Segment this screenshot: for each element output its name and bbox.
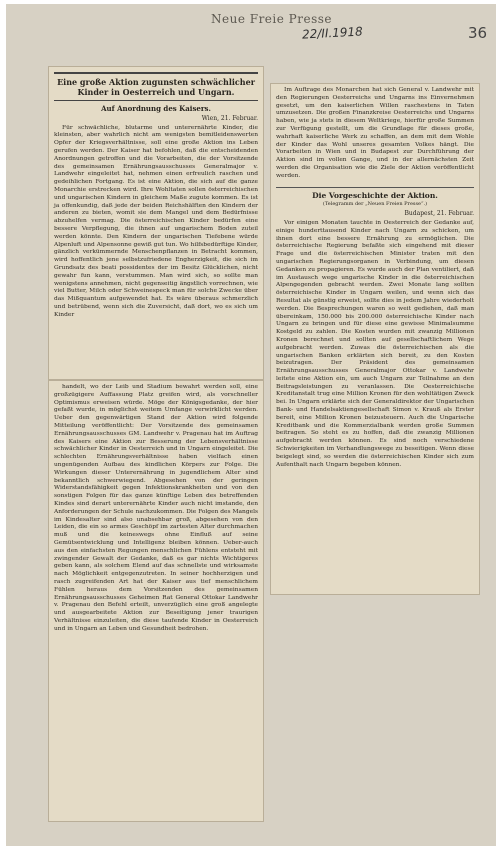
article-dateline: Wien, 21. Februar. [201,114,258,122]
article-title: Eine große Aktion zugunsten schwächlicher Kinder in Oesterreich und Ungarn. [54,72,258,101]
article-column-1: Für schwächliche, blutarme und unterernährte Kinder, die kleinsten, aber wahrlich nicht am wenigsten bemitleidenswerten Opfer der Kriegsverhältnisse, soll eine große Aktion ins Leben gerufen werden. Der Kaiser hat befohlen, daß die entscheidenden Anordnungen getroffen und die Vorarbeiten, die der Vorsitzende des gemeinsamen Ernährungsausschusses Generalmajor v. Landwehr eingeleitet hat, nehmen einen erfreulich raschen und gedeihlichen Fortgang. Es ist eine Aktion, die sich auf die ganze Monarchie erstrecken wird. Ihre Wohltaten sollen österreichischen und ungarischen Kindern in gleichem Maße zugute kommen. Es ist ja offenkundig, daß jede der beiden Reichshälften den Kindern der anderen zu bieten, womit sie dem Mangel und dem Bedürfnisse abzuhelfen vermag. Die österreichischen Kinder bedürfen eine bessere Verpflegung, die ihnen auf ungarischem Boden zuteil werden könnte. Den Kindern der ungarischen Tiefebene würde Alpenluft und Alpensonne gewiß gut tun. Wo hilfsbedürftige Kinder, gänzlich verkümmernde Menschenpflanzen in Betracht kommen, wird hoffentlich jene selbstzufriedene Engherzigkeit, die sich im Grundsatz des beati possidentes der im Besitz Glücklichen, nicht gewahr fun kann, verstummen. Man wird sich, so sollte man wenigstens annehmen, nicht gegenseitig ängstlich vorrechnen, wie viel Butter, Milch oder Schweinespeck man für solche Zwecke über das Mißquantum aufgewendet hat. Es wäre überaus schmerzlich und betrübend, wenn sich die Zuversicht, daß dort, wo es sich um Kinder [54,124,258,318]
clipping-right [270,83,480,595]
newspaper-header: Neue Freie Presse [211,12,332,26]
article-column-2: handelt, wo der Leib und Stadium bewahrt werden soll, eine großzügigere Auffassung Platz greifen wird, als vorschneller Optimismus erweisen würde. Möge der Königsgedanke, der hier gefaßt wurde, in möglichst weitem Umfange verwirklicht werden. Ueber den gegenwärtigen Stand der Aktion wird folgende Mitteilung veröffentlicht: Der Vorsitzende des gemeinsamen Ernährungsausschusses GM. Landwehr v. Pragenau hat im Auftrag des Kaisers eine Aktion zur Besserung der Lebensverhältnisse schwächlicher Kinder in Oesterreich und in Ungarn eingeleitet. Die schlechten Ernährungsverhältnisse haben vielfach einen ungenügenden Aufbau des kindlichen Körpers zur Folge. Die Wirkungen dieser Unterernährung in jugendlichem Alter sind bekanntlich schwerwiegend. Abgesehen von der geringen Widerstandsfähigkeit gegen Infektionskrankheiten und von den sonstigen Folgen für das ganze künftige Leben des betreffenden Kindes sind derart unterernährte Kinder auch nicht imstande, den Anforderungen der Schule nachzukommen. Die Folgen des Mangels im Kindesalter sind also unabsehbar groß, abgesehen von den Leiden, die ein so armes Geschöpf im zartesten Alter durchmachen muß und die keineswegs ohne Einfluß auf seine Gemütsentwicklung und Intelligenz bleiben können. Ueber-auch aus den einfachsten Regungen menschlichen Fühlens entsteht mit zwingender Gewalt der Gedanke, daß es gar nichts Wichtigeres geben kann, als solchem Elend auf das schnellste und wirksamste nach Möglichkeit entgegenzutreten. In seiner hochherzigen und rasch zugreifenden Art hat der Kaiser aus tief menschlichem Fühlen heraus dem Vorsitzenden des gemeinsamen Ernährungsausschusses Geheimen Rat General Ottokar Landwehr v. Pragenau den Befehl erteilt, unverzüglich eine groß angelegte und ausgearbeitete Aktion zur Beseitigung jener traurigen Verhältnisse einzuleiten, die diese taufende Kinder in Oesterreich und in Ungarn an Leben und Gesundheit bedrohen. [54,384,258,632]
telegram-note: (Telegramm der „Neuen Freien Presse“.) [322,201,428,208]
article-subtitle: Auf Anordnung des Kaisers. [101,104,211,113]
article-column-4: Vor einigen Monaten tauchte in Oesterreich der Gedanke auf, einige hunderttausend Kinder nach Ungarn zu schicken, um ihnen dort eine bessere Ernährung zu ermöglichen. Die österreichische Regierung befaßte sich eingehend mit dieser Frage und die österreichischen Minister traten mit den ungarischen Regierungsorganen in Verbindung, um diesen Gedanken zu propagieren. Es wurde auch der Plan ventiliert, daß im Austausch wege ungarische Kinder in die österreichischen Alpengegenden gebracht werden. Zwei Monate lang sollten österreichische Kinder in Ungarn weilen, und wenn sich das Resultat als günstig erweist, sollte dies in jedem Jahre wiederholt werden. Die Besprechungen waren so weit gediehen, daß man übereinkam, 150.000 bis 200.000 österreichische Kinder nach Ungarn zu bringen und für diese eine gewisse Minimalsumme Kostgeld zu zahlen. Die Kosten wurden mit zwanzig Millionen Kronen berechnet und sollten auf gesellschaftlichem Wege aufgebracht werden. Zuwas die österreichischen als die ungarischen Banken erklärten sich bereit, zu den Kosten beizutragen. Der Präsident des gemeinsamen Ernährungsausschusses Generalmajor Ottokar v. Landwehr leitete eine Aktion ein, um auch Ungarn zur Teilnahme an den Beitragsleistungen zu veranlassen. Die Oesterreichische Kreditanstalt trug eine Million Kronen für den wohltätigen Zweck bei. In Ungarn erklärte sich der Generaldirektor der Ungarischen Bank- und Handelsaktiengesellschaft Simon v. Krauß als Erster bereit, eine Million Kronen beizusteuern. Auch die Ungarische Kreditbank und die Kommerzialbank werden große Summen beitragen. So steht es zu hoffen, daß die zwanzig Millionen aufgebracht werden können. Es sind noch verschiedene Schwierigkeiten im Verhandlungswege zu beseitigen. Wenn diese beigelegt sind, so werden die österreichischen Kinder sich zum Aufenthalt nach Ungarn begeben können. [276,219,474,468]
handwritten-date: 22/II.1918 [301,24,364,42]
clipping-left-bottom [48,380,264,822]
section-dateline: Budapest, 21. Februar. [404,210,474,218]
page-number: 36 [468,24,488,42]
article-column-3: Im Auftrage des Monarchen hat sich General v. Landwehr mit den Regierungen Oesterreichs und Ungarns ins Einvernehmen gesetzt, um den kaiserlichen Willen raschestens in Taten umzusetzen. Die großen Finanzkreise Oesterreichs und Ungarns haben, wie ja stets in diesem Weltkriege, hierfür große Summen zur Verfügung gestellt, um die Grundlage für dieses große, wahrhaft kaiserliche Werk zu schaffen, an dem mit dem Wohle der Kinder das Wohl unseres gesamten Volkes hängt. Die Vorarbeiten in Wien und in Budapest zur Durchführung der Aktion sind im vollen Gange, und in der allernächsten Zeit werden die Organisation wie die Ziele der Aktion veröffentlicht werden. [276,87,474,179]
clipping-left-top [48,66,264,380]
section-title: Die Vorgeschichte der Aktion. [276,187,474,200]
